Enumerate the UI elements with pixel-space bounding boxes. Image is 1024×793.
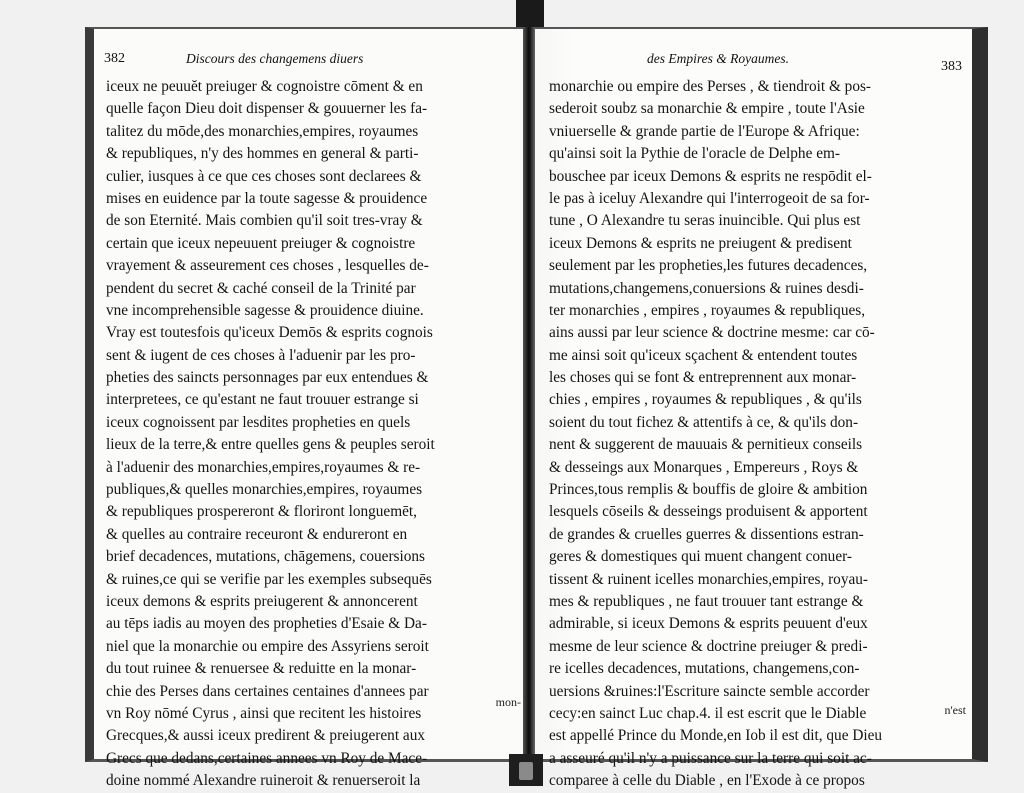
text-line: & republiques prospereront & floriront longuemēt,	[106, 503, 417, 521]
book-gutter	[523, 27, 535, 762]
text-line: bouschee par iceux Demons & esprits ne respōdit el-	[549, 167, 872, 185]
text-line: iceux ne peuuĕt preiuger & cognoistre cōment & en	[106, 78, 423, 95]
text-line: admirable, si iceux Demons & esprits peuuent d'eux	[549, 615, 868, 633]
text-line: doine nommé Alexandre ruineroit & renuerseroit la	[106, 772, 421, 790]
book-clip	[509, 754, 543, 786]
left-page	[85, 27, 525, 790]
text-line: monarchie ou empire des Perses , & tiendroit & pos-	[549, 78, 872, 95]
text-line: vn Roy nōmé Cyrus , ainsi que recitent les histoires	[106, 704, 422, 722]
text-line: lieux de la terre,& entre quelles gens & peuples seroit	[106, 436, 435, 454]
text-line: vniuerselle & grande partie de l'Europe & Afrique:	[549, 122, 860, 140]
text-line: pendent du secret & caché conseil de la Trinité par	[106, 279, 416, 297]
text-line: & quelles au contraire receuront & endureront en	[106, 525, 408, 543]
text-line: tune , O Alexandre tu seras inuincible. Qui plus est	[549, 212, 861, 230]
text-line: les choses qui se font & entreprennent aux monar-	[549, 369, 857, 387]
right-catchword: n'est	[944, 703, 966, 717]
text-line: comparee à celle du Diable , en l'Exode à ce propos	[549, 772, 865, 790]
left-page-header	[104, 51, 511, 77]
left-running-head: Discours des changemens diuers	[186, 51, 364, 66]
text-line: mes & republiques , ne faut trouuer tant estrange &	[549, 592, 864, 610]
text-line: vne incomprehensible sagesse & prouidence diuine.	[106, 301, 424, 319]
right-running-head: des Empires & Royaumes.	[647, 51, 789, 66]
text-line: qu'ainsi soit la Pythie de l'oracle de Delphe em-	[549, 145, 840, 163]
right-page	[533, 27, 988, 790]
left-page-number: 382	[104, 51, 125, 66]
text-line: a asseuré qu'il n'y a puissance sur la terre qui soit ac-	[549, 749, 872, 767]
text-line: de grandes & cruelles guerres & dissentions estran-	[549, 525, 864, 543]
text-line: vrayement & asseurement ces choses , lesquelles de-	[106, 257, 429, 275]
text-line: chie des Perses dans certaines centaines d'annees par	[106, 682, 429, 700]
text-line: de son Eternité. Mais combien qu'il soit tres-vray &	[106, 212, 423, 230]
text-line: culier, iusques à ce que ces choses sont declarees &	[106, 167, 422, 185]
text-line: & desseings aux Monarques , Empereurs , Roys &	[549, 458, 859, 476]
right-page-number: 383	[941, 59, 962, 74]
text-line: pheties des saincts personnages par eux entendues &	[106, 369, 429, 387]
text-line: nent & suggerent de mauuais & pernitieux conseils	[549, 436, 863, 454]
text-line: interpretees, ce qu'estant ne faut trouuer estrange si	[106, 391, 419, 409]
text-line: niel que la monarchie ou empire des Assyriens seroit	[106, 637, 429, 655]
text-line: certain que iceux nepeuuent preiuger & cognoistre	[106, 234, 416, 252]
text-line: sederoit soubz sa monarchie & empire , toute l'Asie	[549, 100, 865, 118]
text-line: lesquels cōseils & desseings produisent & apportent	[549, 503, 868, 521]
clip-icon	[519, 762, 533, 780]
left-catchword: mon-	[495, 695, 521, 709]
text-line: Grecs que dedans,certaines annees vn Roy de Mace-	[106, 749, 428, 767]
text-line: sent & iugent de ces choses à l'aduenir par les pro-	[106, 346, 416, 364]
text-line: soient du tout fichez & attentifs à ce, & qu'ils don-	[549, 413, 859, 431]
right-page-header	[547, 51, 962, 77]
text-line: me ainsi soit qu'iceux sçachent & entendent toutes	[549, 346, 858, 364]
text-line: iceux cognoissent par lesdites propheties en quels	[106, 413, 411, 431]
text-line: est appellé Prince du Monde,en Iob il est dit, que Dieu	[549, 727, 883, 745]
right-page-text	[549, 76, 962, 793]
text-line: publiques,& quelles monarchies,empires, royaumes	[106, 481, 423, 499]
text-line: au tēps iadis au moyen des propheties d'Esaie & Da-	[106, 615, 427, 633]
text-line: ains aussi par leur science & doctrine mesme: car cō-	[549, 324, 875, 342]
text-line: Princes,tous remplis & bouffis de gloire & ambition	[549, 481, 868, 499]
text-line: cecy:en sainct Luc chap.4. il est escrit que le Diable	[549, 704, 867, 722]
text-line: iceux Demons & esprits ne preiugent & predisent	[549, 234, 852, 252]
text-line: mesme de leur science & doctrine preiuger & predi-	[549, 637, 868, 655]
left-page-text	[106, 76, 523, 793]
text-line: re icelles decadences, mutations, changemens,con-	[549, 660, 860, 678]
text-line: uersions &ruines:l'Escriture saincte semble accorder	[549, 682, 870, 700]
text-line: Grecques,& aussi iceux predirent & preiugerent aux	[106, 727, 425, 745]
text-line: & ruines,ce qui se verifie par les exemples subsequēs	[106, 570, 432, 588]
text-line: talitez du mōde,des monarchies,empires, royaumes	[106, 122, 419, 140]
text-line: iceux demons & esprits preiugerent & annoncerent	[106, 592, 418, 610]
text-line: brief decadences, mutations, chāgemens, couersions	[106, 548, 425, 566]
text-line: du tout ruinee & renuersee & reduitte en la monar-	[106, 660, 417, 678]
text-line: & republiques, n'y des hommes en general & parti-	[106, 145, 419, 163]
text-line: mises en euidence par la toute sagesse & prouidence	[106, 189, 428, 207]
text-line: tissent & ruinent icelles monarchies,empires, royau-	[549, 570, 869, 588]
text-line: le pas à iceluy Alexandre qui l'interrogeoit de sa for-	[549, 189, 870, 207]
text-line: Vray est toutesfois qu'iceux Demōs & esprits cognois	[106, 324, 433, 342]
text-line: quelle façon Dieu doit dispenser & gouuerner les fa-	[106, 100, 428, 118]
text-line: geres & domestiques qui muent changent conuer-	[549, 548, 852, 566]
text-line: ter monarchies , empires , royaumes & republiques,	[549, 301, 866, 319]
text-line: mutations,changemens,conuersions & ruines desdi-	[549, 279, 864, 297]
text-line: seulement par les propheties,les futures decadences,	[549, 257, 868, 275]
text-line: à l'aduenir des monarchies,empires,royaumes & re-	[106, 458, 421, 476]
text-line: chies , empires , royaumes & republiques , & qu'ils	[549, 391, 862, 409]
